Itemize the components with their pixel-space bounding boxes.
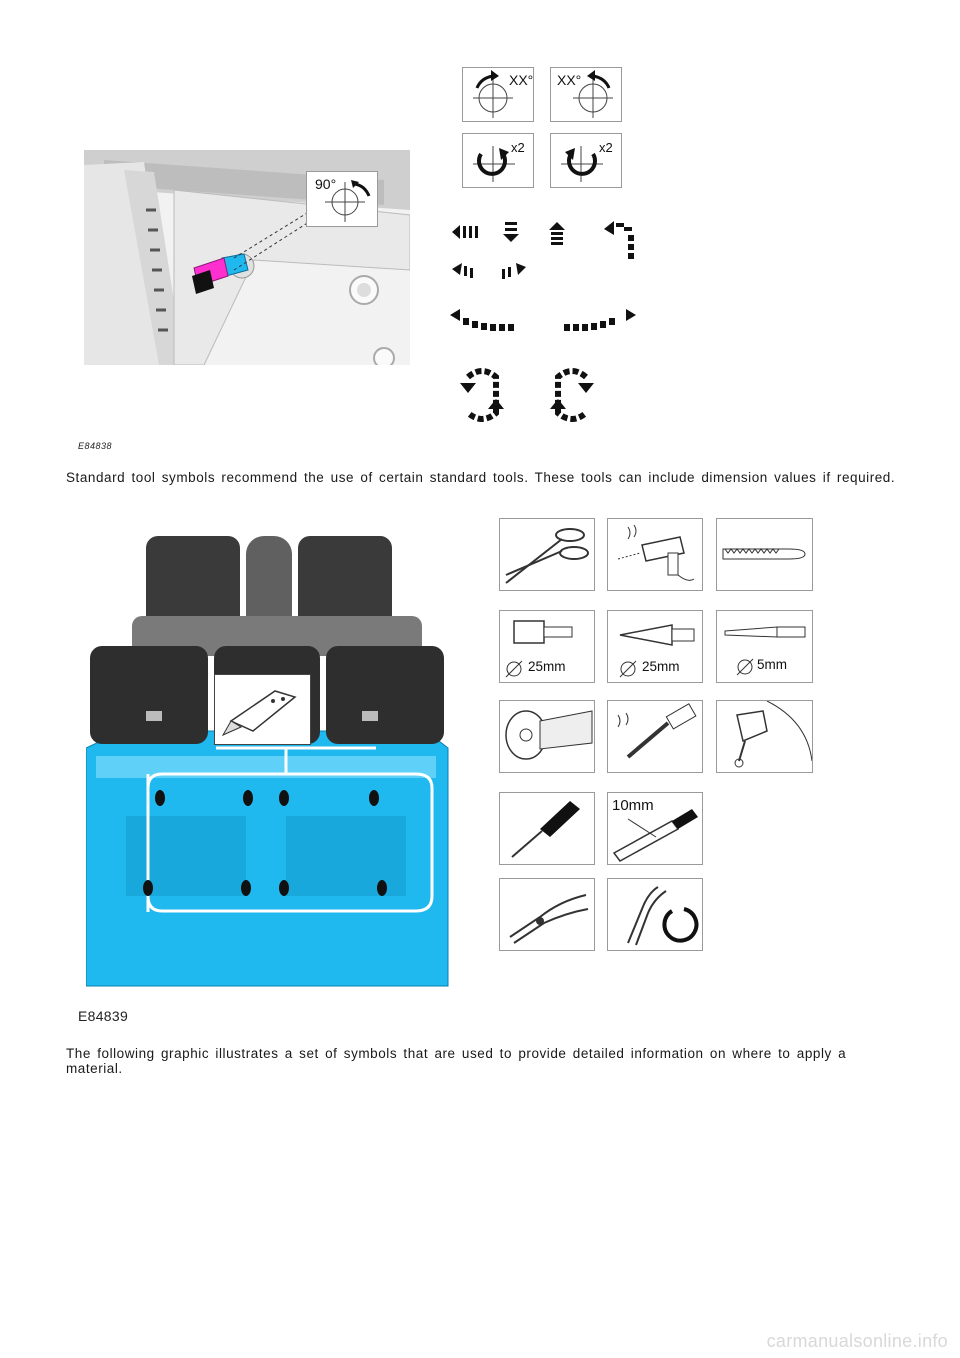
heat-gun-tool	[607, 518, 703, 591]
drill-bit-tool	[716, 610, 813, 683]
angle-90-label: 90°	[315, 176, 337, 192]
power-drill-tool	[716, 700, 813, 773]
hole-saw-tool	[499, 610, 595, 683]
step-drill-tool	[607, 610, 703, 683]
file-size-label: 10mm	[612, 797, 654, 814]
screwdriver-tool	[499, 792, 595, 865]
watermark: carmanualsonline.info	[766, 1331, 948, 1351]
file-tool	[607, 792, 703, 865]
cabin-floor-illustration	[86, 516, 454, 996]
rotate-x2-cw-symbol	[550, 133, 622, 188]
circlip-pliers-tool	[607, 878, 703, 951]
utility-knife-inset	[214, 674, 311, 745]
scissors-tool	[499, 518, 595, 591]
x2-left-label: x2	[511, 140, 525, 155]
xx-left-label: XX°	[509, 72, 534, 88]
xx-right-label: XX°	[557, 72, 582, 88]
rotate-cw-xx-symbol	[550, 67, 622, 122]
x2-right-label: x2	[599, 140, 613, 155]
rotate-ccw-xx-symbol	[462, 67, 534, 122]
angle-90-symbol	[306, 171, 378, 227]
figure-2	[0, 500, 960, 1030]
saw-blade-tool	[716, 518, 813, 591]
paragraph-standard-tools: Standard tool symbols recommend the use of certain standard tools. These tools can include dimension values if required.	[66, 470, 896, 485]
figure-1-code: E84838	[78, 441, 113, 451]
drill-bit-size-label: 5mm	[757, 657, 787, 672]
paragraph-material-symbols-line1: The following graphic illustrates a set of symbols that are used to provide detailed information on where to apply a	[66, 1046, 847, 1061]
paragraph-material-symbols-line2: material.	[66, 1061, 123, 1076]
figure-2-code: E84839	[78, 1008, 129, 1024]
side-cutter-pliers-tool	[499, 878, 595, 951]
direction-arrows-set	[446, 215, 646, 440]
rotate-x2-ccw-symbol	[462, 133, 534, 188]
hole-saw-size-label: 25mm	[528, 659, 566, 674]
figure-1	[0, 0, 960, 460]
angle-grinder-tool	[499, 700, 595, 773]
step-drill-size-label: 25mm	[642, 659, 680, 674]
soldering-iron-tool	[607, 700, 703, 773]
